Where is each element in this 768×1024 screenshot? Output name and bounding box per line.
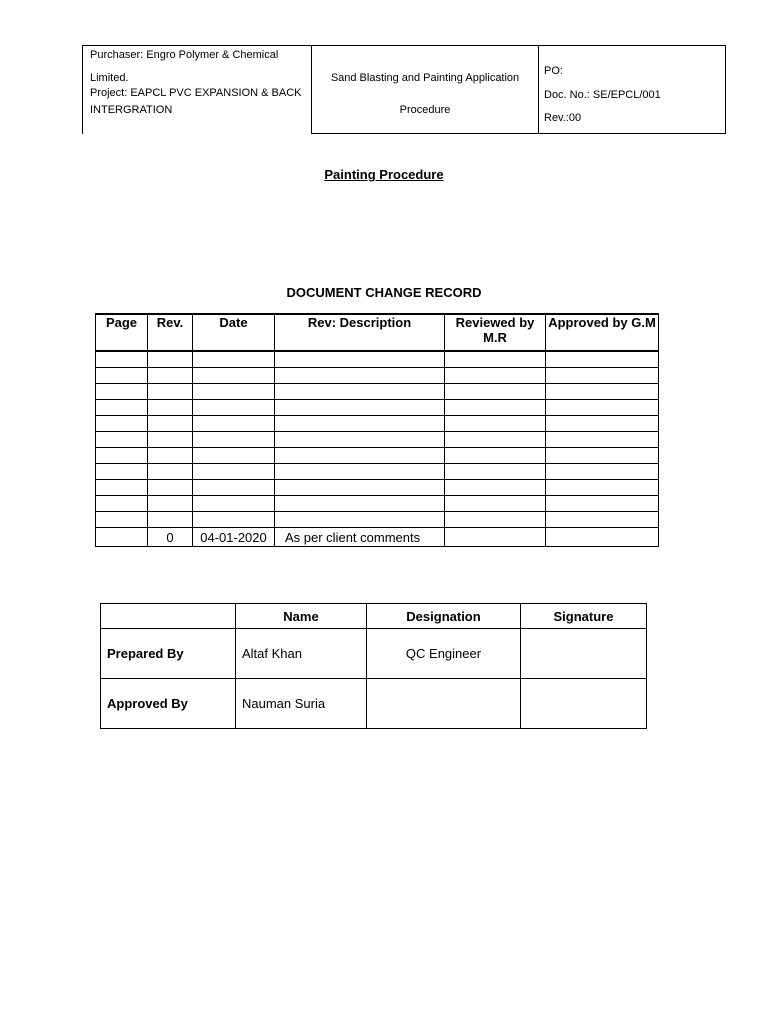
table-cell xyxy=(148,464,193,480)
table-cell xyxy=(546,384,659,400)
table-cell xyxy=(193,448,275,464)
change-record-title: DOCUMENT CHANGE RECORD xyxy=(286,285,482,300)
project-line-1: Project: EAPCL PVC EXPANSION & BACK xyxy=(90,87,302,99)
prepared-by-designation: QC Engineer xyxy=(367,629,521,679)
change-record-table xyxy=(95,313,659,547)
approved-by-name: Nauman Suria xyxy=(236,679,367,729)
page-title-text: Painting Procedure xyxy=(324,167,444,182)
table-cell xyxy=(148,448,193,464)
table-row xyxy=(96,416,659,432)
table-cell xyxy=(275,432,445,448)
prepared-by-name: Altaf Khan xyxy=(236,629,367,679)
entry-approved-by xyxy=(546,528,659,547)
signature-header-row xyxy=(101,604,647,629)
header-border-left xyxy=(82,45,83,134)
table-cell xyxy=(445,400,546,416)
table-cell xyxy=(275,480,445,496)
table-cell xyxy=(96,416,148,432)
table-cell xyxy=(193,464,275,480)
table-cell xyxy=(96,496,148,512)
col-date: Date xyxy=(193,314,275,351)
table-cell xyxy=(275,400,445,416)
table-cell xyxy=(96,512,148,528)
table-cell xyxy=(193,480,275,496)
approved-by-row xyxy=(101,679,647,729)
table-cell xyxy=(96,368,148,384)
table-cell xyxy=(275,496,445,512)
doc-number: Doc. No.: SE/EPCL/001 xyxy=(544,89,661,101)
table-cell xyxy=(445,512,546,528)
entry-rev: 0 xyxy=(148,528,193,547)
table-cell xyxy=(546,448,659,464)
col-designation: Designation xyxy=(367,604,521,629)
table-cell xyxy=(546,496,659,512)
table-cell xyxy=(193,496,275,512)
table-cell xyxy=(148,351,193,368)
change-record-entry-row xyxy=(96,528,659,547)
table-cell xyxy=(96,448,148,464)
entry-description: As per client comments xyxy=(275,528,445,547)
header-border-right xyxy=(725,45,726,134)
table-cell xyxy=(445,464,546,480)
purchaser-line-2: Limited. xyxy=(90,72,129,84)
table-cell xyxy=(193,351,275,368)
table-cell xyxy=(96,432,148,448)
table-row xyxy=(96,448,659,464)
entry-page xyxy=(96,528,148,547)
table-cell xyxy=(148,432,193,448)
table-cell xyxy=(193,512,275,528)
po-number: PO: xyxy=(544,65,563,77)
doc-title-line-2: Procedure xyxy=(399,104,451,116)
table-cell xyxy=(445,368,546,384)
table-cell xyxy=(148,496,193,512)
table-cell xyxy=(546,416,659,432)
table-cell xyxy=(96,464,148,480)
entry-reviewed-by xyxy=(445,528,546,547)
table-cell xyxy=(445,480,546,496)
table-row xyxy=(96,384,659,400)
table-row xyxy=(96,351,659,368)
table-cell xyxy=(96,400,148,416)
table-cell xyxy=(193,368,275,384)
table-cell xyxy=(445,416,546,432)
col-name: Name xyxy=(236,604,367,629)
table-cell xyxy=(275,351,445,368)
table-cell xyxy=(193,432,275,448)
table-cell xyxy=(445,496,546,512)
col-description: Rev: Description xyxy=(275,314,445,351)
table-cell xyxy=(275,416,445,432)
table-cell xyxy=(546,480,659,496)
table-cell xyxy=(445,432,546,448)
table-cell xyxy=(445,384,546,400)
signature-table xyxy=(100,603,647,729)
col-approved-by: Approved by G.M xyxy=(546,314,659,351)
approved-by-label: Approved By xyxy=(101,679,236,729)
table-cell xyxy=(148,416,193,432)
table-cell xyxy=(96,480,148,496)
table-cell xyxy=(275,368,445,384)
table-cell xyxy=(445,351,546,368)
table-cell xyxy=(193,384,275,400)
entry-date: 04-01-2020 xyxy=(193,528,275,547)
table-cell xyxy=(546,464,659,480)
table-row xyxy=(96,400,659,416)
header-divider-1 xyxy=(311,45,312,134)
purchaser-line-1: Purchaser: Engro Polymer & Chemical xyxy=(90,49,279,61)
table-row xyxy=(96,496,659,512)
table-cell xyxy=(148,368,193,384)
col-reviewed-by: Reviewed by M.R xyxy=(445,314,546,351)
document-header xyxy=(82,45,726,134)
change-record-header-row xyxy=(96,314,659,351)
col-signature: Signature xyxy=(521,604,647,629)
table-cell xyxy=(546,368,659,384)
col-page: Page xyxy=(96,314,148,351)
page-title xyxy=(0,167,768,182)
col-blank xyxy=(101,604,236,629)
table-cell xyxy=(148,400,193,416)
table-cell xyxy=(96,351,148,368)
table-row xyxy=(96,368,659,384)
table-cell xyxy=(193,400,275,416)
table-cell xyxy=(148,384,193,400)
col-rev: Rev. xyxy=(148,314,193,351)
prepared-by-row xyxy=(101,629,647,679)
table-cell xyxy=(546,432,659,448)
table-cell xyxy=(96,384,148,400)
table-row xyxy=(96,512,659,528)
header-border-top xyxy=(82,45,726,46)
table-row xyxy=(96,480,659,496)
table-cell xyxy=(546,512,659,528)
project-line-2: INTERGRATION xyxy=(90,104,173,116)
approved-by-signature xyxy=(521,679,647,729)
table-row xyxy=(96,432,659,448)
doc-title-line-1: Sand Blasting and Painting Application xyxy=(330,72,520,84)
table-cell xyxy=(148,480,193,496)
approved-by-designation xyxy=(367,679,521,729)
table-cell xyxy=(275,464,445,480)
prepared-by-signature xyxy=(521,629,647,679)
header-border-bottom xyxy=(312,133,726,134)
table-cell xyxy=(275,384,445,400)
table-cell xyxy=(546,400,659,416)
table-cell xyxy=(193,416,275,432)
table-cell xyxy=(275,448,445,464)
table-row xyxy=(96,464,659,480)
table-cell xyxy=(275,512,445,528)
prepared-by-label: Prepared By xyxy=(101,629,236,679)
header-divider-2 xyxy=(538,45,539,134)
table-cell xyxy=(546,351,659,368)
table-cell xyxy=(148,512,193,528)
revision-number: Rev.:00 xyxy=(544,112,582,124)
table-cell xyxy=(445,448,546,464)
